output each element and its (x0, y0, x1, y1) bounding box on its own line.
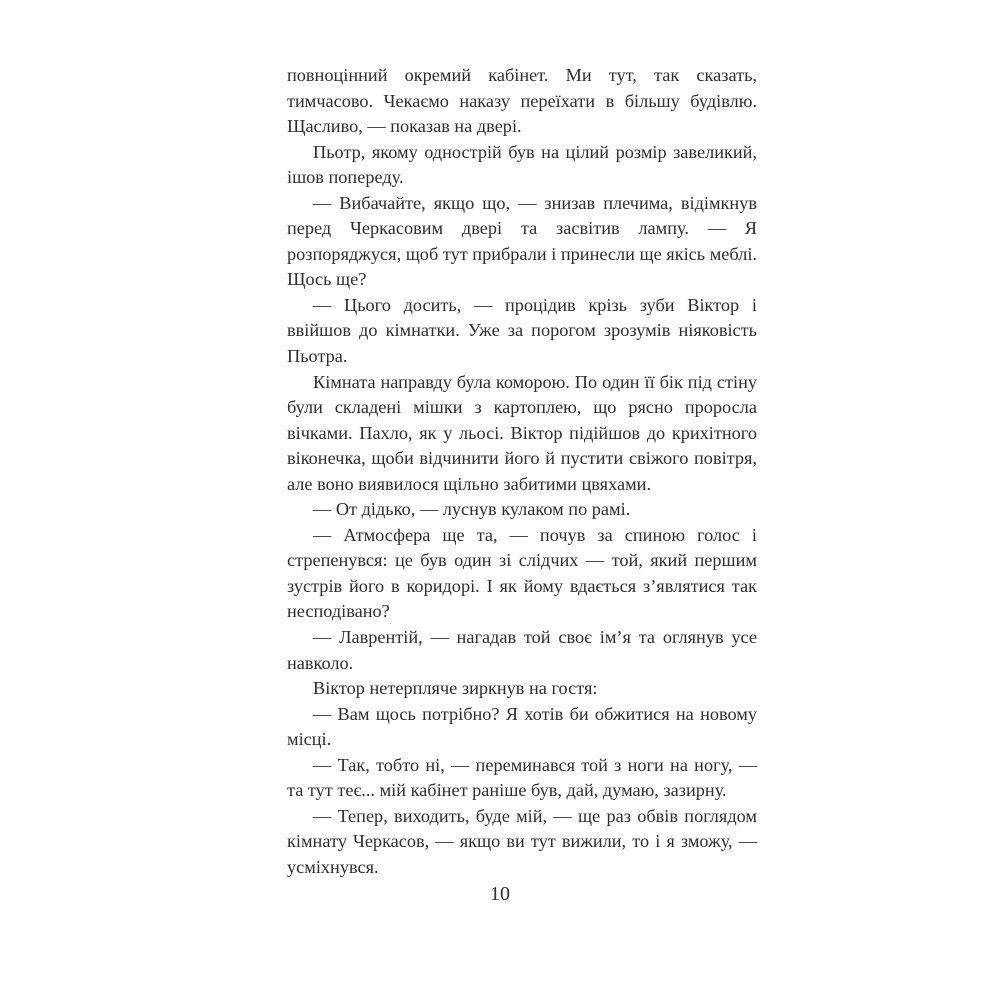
paragraph-7: — Атмосфера ще та, — почув за спиною голос і стрепенувся: це був один зі слідчих — той, який першим зустрів його в коридорі. І як йому вдається з’являтися так несподівано? (287, 524, 757, 622)
paragraph-4: — Цього досить, — процідив крізь зуби Віктор і ввійшов до кімнатки. Уже за порогом зрозумів ніяковість Пьотра. (287, 294, 757, 367)
paragraph-1: повноцінний окремий кабінет. Ми тут, так сказать, тимчасово. Чекаємо наказу переїхати в більшу будівлю. Щасливо, — показав на двері. (287, 65, 757, 137)
paragraph-6: — От дідько, — луснув кулаком по рамі. (313, 499, 631, 520)
paragraph-11: — Так, тобто ні, — переминався той з ноги на ногу, — та тут теє... мій кабінет раніше був, дай, думаю, зазирну. (287, 754, 757, 801)
paragraph-12: — Тепер, виходить, буде мій, — ще раз обвів поглядом кімнату Черкасов, — якщо ви тут вижили, то і я зможу, — усміхнувся. (287, 805, 757, 877)
paragraph-10: — Вам щось потрібно? Я хотів би обжитися на новому місці. (287, 703, 757, 750)
paragraph-3: — Вибачайте, якщо що, — знизав плечима, відімкнув перед Черкасовим двері та засвітив лампу. — Я розпоряджуся, щоб тут прибрали і принесли ще якісь меблі. Щось ще? (287, 192, 757, 290)
body-text (287, 63, 757, 881)
paragraph-2: Пьотр, якому однострій був на цілий розмір завеликий, ішов попереду. (287, 141, 757, 188)
paragraph-8: — Лаврентій, — нагадав той своє ім’я та оглянув усе навколо. (287, 627, 757, 673)
page-number: 10 (490, 883, 510, 905)
paragraph-9: Віктор нетерпляче зиркнув на гостя: (313, 678, 598, 699)
paragraph-5: Кімната направду була коморою. По один її бік під стіну були складені мішки з картоплею, що рясно проросла вічками. Пахло, як у льосі. Віктор підійшов до крихітного віконечка, щоби відчинити його й пустити свіжого повітря, але воно виявилося щільно забитими цвяхами. (287, 371, 757, 494)
